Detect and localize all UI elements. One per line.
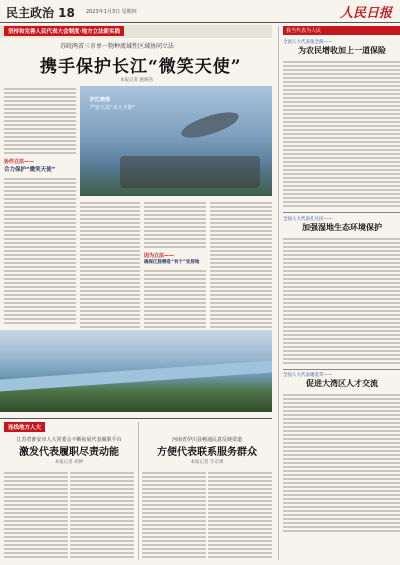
- right-text-2: [283, 236, 400, 366]
- page-header: [0, 0, 400, 23]
- right-banner: 我当代表为人民: [283, 26, 400, 35]
- bottom-mid-kicker: 河南省伊川县畅通民意反映渠道: [171, 437, 242, 443]
- text-col-3a: [144, 200, 206, 250]
- bottom-mid-text-a: [142, 470, 206, 560]
- right-title-1: 为农民增收加上一道保险: [298, 45, 386, 55]
- people-group: [120, 156, 260, 188]
- bottom-mid-text-b: [208, 470, 272, 560]
- column-tag-text: 坚持和完善人民代表大会制度·地方立法新实践: [8, 29, 121, 35]
- article-title: 携手保护长江“微笑天使”: [40, 57, 242, 77]
- bottom-mid-header: [142, 436, 272, 465]
- text-col-1a: [4, 86, 76, 156]
- newspaper-logo: 人民日报: [339, 6, 392, 21]
- photo-caption-1: 护江禁渔: [90, 97, 111, 103]
- river-band: [0, 360, 272, 391]
- right-kicker-1: 全国人大代表张全润——: [283, 40, 333, 45]
- porpoise-figure: [179, 107, 242, 143]
- bottom-left-title: 激发代表履职尽责动能: [19, 447, 119, 458]
- bottom-divider: [0, 418, 272, 419]
- article-photo-top: [80, 86, 272, 196]
- bottom-left-kicker: 江苏省淮安市人大常委会不断拓展代表履职平台: [16, 437, 122, 443]
- text-col-1b: [4, 176, 76, 326]
- right-title-3: 促进大湾区人才交流: [306, 378, 378, 389]
- section-title: 民主政治 18: [6, 6, 75, 20]
- section-b-title: 确保江豚栖息“有个”安居地: [144, 260, 200, 265]
- bottom-tag: [4, 422, 45, 432]
- right-title-2: 加强湿地生态环境保护: [302, 221, 382, 232]
- section-b-heading: [144, 252, 206, 265]
- bottom-left-text-b: [70, 470, 134, 560]
- text-col-3b: [144, 268, 206, 328]
- right-text-3: [283, 392, 400, 532]
- article-byline: 本报记者 施晓茜: [120, 78, 153, 83]
- bottom-mid-title: 方便代表联系服务群众: [157, 447, 257, 458]
- text-col-4: [210, 200, 272, 328]
- section-a-kicker: 协作立法——: [4, 159, 35, 165]
- bottom-mid-byline: 本报记者 毕京津: [190, 460, 224, 465]
- article-subtitle: 苏皖两省三市单一物种流域性区域协同立法: [60, 43, 175, 50]
- bottom-left-byline: 本报记者 胡钟: [54, 460, 84, 465]
- bottom-left-header: [4, 436, 134, 465]
- bottom-tag-text: 连线地方人大: [8, 425, 42, 431]
- section-a-title: 合力保护“微笑天使”: [4, 167, 56, 173]
- right-kicker-2: 全国人大代表孔凡民——: [283, 216, 333, 222]
- article-photo-bottom: [0, 330, 272, 412]
- section-b-kicker: 因为立法——: [144, 253, 175, 259]
- right-kicker-3: 全国人大代表谢奕苹——: [283, 373, 333, 379]
- section-a-heading: [4, 158, 76, 173]
- photo-caption-2: 严密立法“水上卡脖”: [90, 105, 136, 111]
- bottom-col-divider: [138, 422, 139, 560]
- issue-date: 2023年1月3日 星期四: [86, 9, 137, 15]
- text-col-2: [80, 200, 140, 328]
- right-text-1: [283, 59, 400, 209]
- right-column: [278, 26, 400, 560]
- column-tag: [4, 26, 124, 36]
- bottom-left-text-a: [4, 470, 68, 560]
